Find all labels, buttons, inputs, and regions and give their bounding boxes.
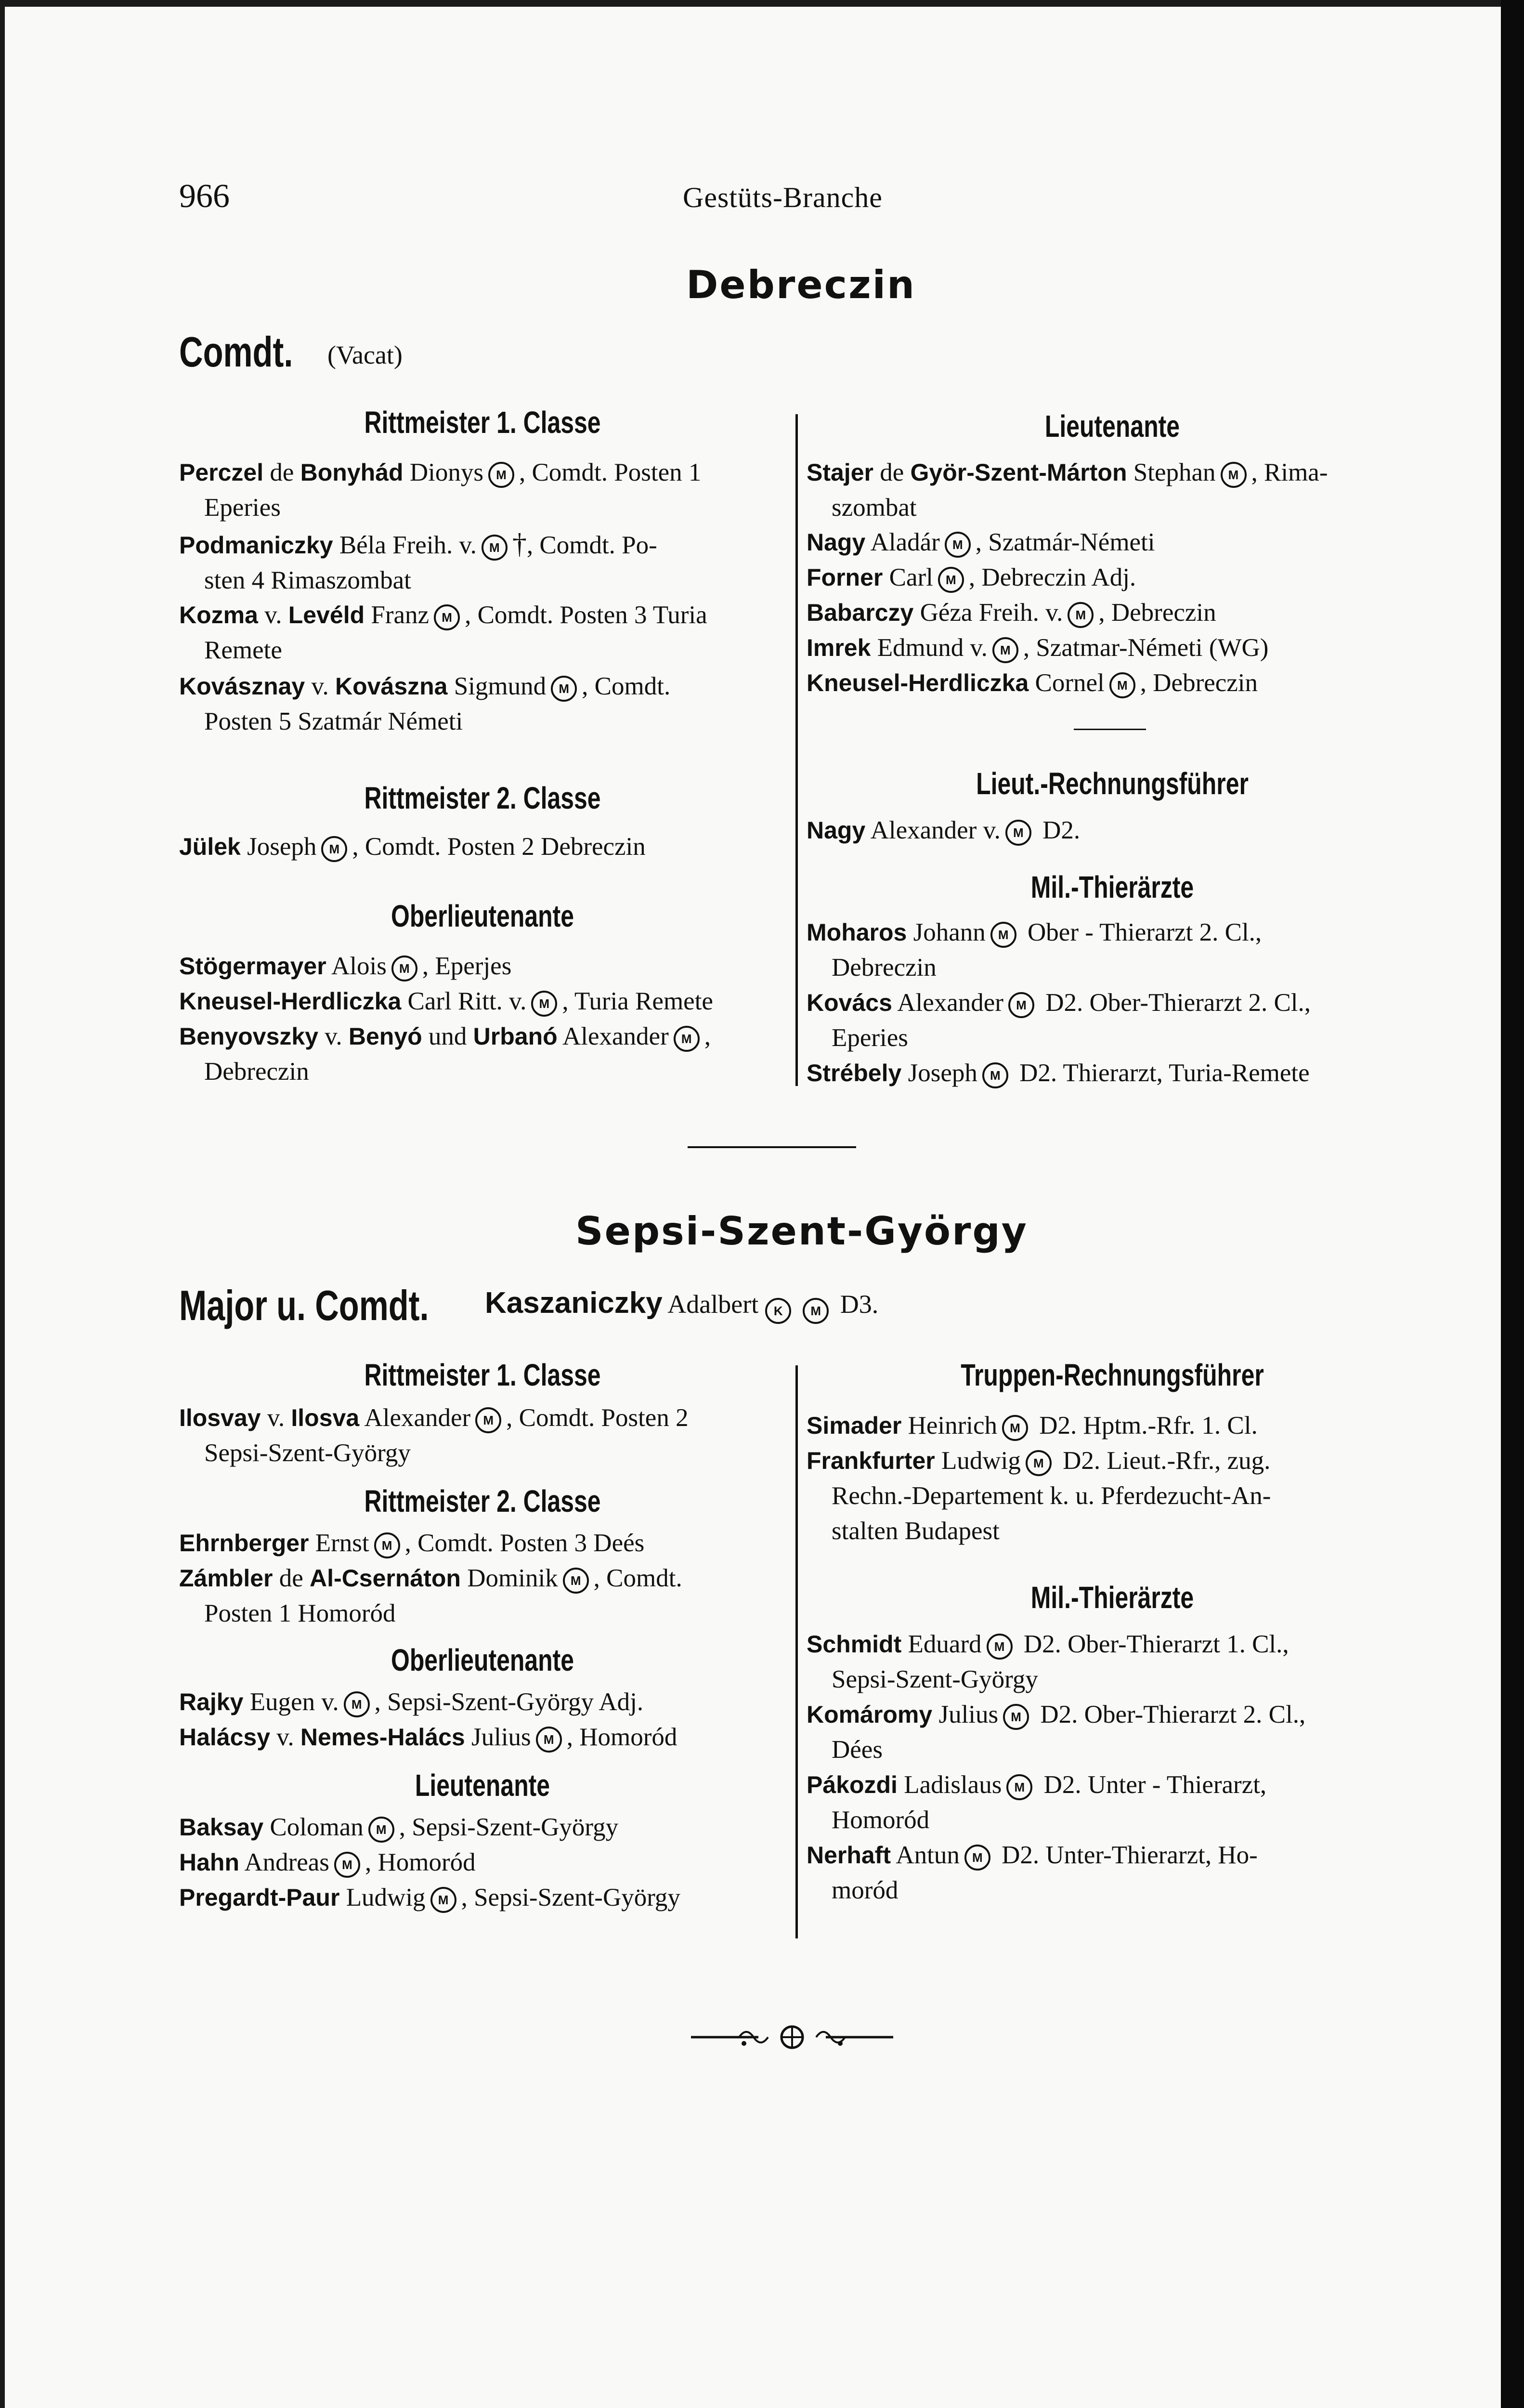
- list-item: Baksay Coloman M , Sepsi-Szent-György: [179, 1810, 791, 1845]
- list-item: Kozma v. Levéld Franz M , Comdt. Posten 3 Turia Remete: [179, 601, 707, 664]
- heading-oberlieutenante: Oberlieutenante: [391, 1643, 574, 1677]
- heading-rechnungsfuehrer: Lieut.-Rechnungsführer: [976, 766, 1249, 801]
- m-badge-icon: M: [551, 676, 577, 702]
- list-item: Kneusel-Herdliczka Cornel M , Debreczin: [807, 666, 1423, 701]
- ornament-icon: [691, 2020, 893, 2054]
- list-item: Zámbler de Al-Csernáton Dominik M , Comdt. Posten 1 Homoród: [179, 1564, 682, 1627]
- m-badge-icon: M: [1006, 1774, 1032, 1800]
- m-badge-icon: M: [987, 1634, 1013, 1660]
- m-badge-icon: M: [391, 955, 417, 982]
- m-badge-icon: M: [368, 1817, 394, 1843]
- list-item: Jülek Joseph M , Comdt. Posten 2 Debreczin: [179, 829, 791, 864]
- list-item: Rajky Eugen v. M , Sepsi-Szent-György Adj.: [179, 1685, 791, 1720]
- list-item: Hahn Andreas M , Homoród: [179, 1845, 791, 1880]
- running-head: Gestüts-Branche: [683, 182, 883, 213]
- scan-edge-top: [0, 0, 1524, 7]
- heading-thieraerzte: Mil.-Thierärzte: [1030, 870, 1194, 904]
- m-badge-icon: M: [992, 637, 1018, 663]
- section-title-sepsi: Sepsi-Szent-György: [575, 1209, 1028, 1254]
- m-badge-icon: M: [488, 462, 514, 488]
- list-item: Nagy Alexander v. M D2.: [807, 813, 1423, 848]
- list-item: Stögermayer Alois M , Eperjes: [179, 949, 791, 984]
- list-item: Nerhaft Antun M D2. Unter-Thierarzt, Ho- moród: [807, 1841, 1258, 1904]
- column-divider-sepsi: [795, 1365, 798, 1938]
- m-badge-icon: M: [536, 1727, 562, 1753]
- short-rule: [1074, 729, 1146, 730]
- list-item: Kovács Alexander M D2. Ober-Thierarzt 2. Cl., Eperies: [807, 989, 1311, 1052]
- m-badge-icon: M: [1221, 462, 1247, 488]
- heading-truppen-rechnungsfuehrer: Truppen-Rechnungsführer: [961, 1358, 1264, 1392]
- list-item: Stajer de Györ-Szent-Márton Stephan M , Rima- szombat: [807, 458, 1328, 522]
- cross-icon: †: [512, 528, 527, 560]
- m-badge-icon: M: [321, 836, 347, 862]
- m-badge-icon: M: [938, 567, 964, 593]
- m-badge-icon: M: [803, 1298, 829, 1324]
- m-badge-icon: M: [1003, 1704, 1029, 1730]
- list-item: Pákozdi Ladislaus M D2. Unter - Thierarzt, Homoród: [807, 1771, 1267, 1834]
- m-badge-icon: M: [482, 535, 508, 561]
- list-item: Ehrnberger Ernst M , Comdt. Posten 3 Deés: [179, 1526, 791, 1561]
- list-item: Nagy Aladár M , Szatmár-Németi: [807, 525, 1423, 560]
- heading-rittmeister-2: Rittmeister 2. Classe: [364, 1484, 601, 1518]
- list-item: Halácsy v. Nemes-Halács Julius M , Homoród: [179, 1720, 791, 1755]
- list-item: Podmaniczky Béla Freih. v. M †, Comdt. Po- sten 4 Rimaszombat: [179, 528, 657, 594]
- heading-rittmeister-2: Rittmeister 2. Classe: [364, 781, 601, 815]
- m-badge-icon: M: [334, 1852, 360, 1878]
- list-item: Benyovszky v. Benyó und Urbanó Alexander M , Debreczin: [179, 1022, 711, 1086]
- m-badge-icon: M: [945, 532, 971, 558]
- list-item: Moharos Johann M Ober - Thierarzt 2. Cl., Debreczin: [807, 918, 1262, 982]
- m-badge-icon: M: [1002, 1415, 1028, 1441]
- list-item: Schmidt Eduard M D2. Ober-Thierarzt 1. Cl., Sepsi-Szent-György: [807, 1630, 1289, 1693]
- list-item: Forner Carl M , Debreczin Adj.: [807, 560, 1423, 595]
- m-badge-icon: M: [1026, 1450, 1052, 1476]
- m-badge-icon: M: [374, 1532, 400, 1558]
- list-item: Babarczy Géza Freih. v. M , Debreczin: [807, 595, 1423, 630]
- column-divider-debreczin: [795, 414, 798, 1086]
- list-item: Imrek Edmund v. M , Szatmar-Németi (WG): [807, 630, 1423, 666]
- m-badge-icon: M: [1068, 602, 1094, 628]
- list-item: Kneusel-Herdliczka Carl Ritt. v. M , Turia Remete: [179, 984, 791, 1019]
- m-badge-icon: M: [1109, 672, 1135, 698]
- heading-rittmeister-1: Rittmeister 1. Classe: [364, 405, 601, 440]
- m-badge-icon: M: [531, 991, 557, 1017]
- m-badge-icon: M: [475, 1407, 501, 1433]
- m-badge-icon: M: [430, 1887, 456, 1913]
- list-item: Frankfurter Ludwig M D2. Lieut.-Rfr., zug. Rechn.-Departement k. u. Pferdezucht-An- stalten Budapest: [807, 1447, 1271, 1545]
- section-divider: [688, 1146, 856, 1148]
- heading-oberlieutenante: Oberlieutenante: [391, 899, 574, 933]
- heading-lieutenante: Lieutenante: [1044, 409, 1180, 444]
- m-badge-icon: M: [674, 1026, 700, 1052]
- list-item: Ilosvay v. Ilosva Alexander M , Comdt. Posten 2 Sepsi-Szent-György: [179, 1404, 689, 1467]
- comdt-label: Comdt.: [179, 328, 293, 376]
- m-badge-icon: M: [1008, 992, 1034, 1018]
- section-title-debreczin: Debreczin: [686, 262, 916, 307]
- list-item: Pregardt-Paur Ludwig M , Sepsi-Szent-György: [179, 1880, 791, 1915]
- m-badge-icon: M: [982, 1062, 1008, 1088]
- page-number: 966: [179, 178, 230, 215]
- m-badge-icon: M: [434, 604, 460, 630]
- list-item: Strébely Joseph M D2. Thierarzt, Turia-Remete: [807, 1056, 1423, 1091]
- heading-lieutenante: Lieutenante: [415, 1768, 550, 1803]
- list-item: Simader Heinrich M D2. Hptm.-Rfr. 1. Cl.: [807, 1408, 1423, 1443]
- m-badge-icon: M: [964, 1845, 990, 1871]
- m-badge-icon: M: [344, 1691, 370, 1717]
- list-item: Komáromy Julius M D2. Ober-Thierarzt 2. Cl., Dées: [807, 1701, 1306, 1764]
- list-item: Kovásznay v. Kovászna Sigmund M , Comdt. Posten 5 Szatmár Németi: [179, 672, 671, 735]
- k-badge-icon: K: [765, 1298, 791, 1324]
- scan-edge-right: [1501, 0, 1524, 2408]
- scan-edge-left: [0, 0, 5, 2408]
- heading-rittmeister-1: Rittmeister 1. Classe: [364, 1358, 601, 1392]
- m-badge-icon: M: [563, 1568, 589, 1594]
- list-item: Perczel de Bonyhád Dionys M , Comdt. Posten 1 Eperies: [179, 458, 702, 522]
- comdt-vacat: (Vacat): [327, 340, 403, 369]
- m-badge-icon: M: [1005, 820, 1031, 846]
- heading-thieraerzte: Mil.-Thierärzte: [1030, 1580, 1194, 1615]
- m-badge-icon: M: [990, 922, 1016, 948]
